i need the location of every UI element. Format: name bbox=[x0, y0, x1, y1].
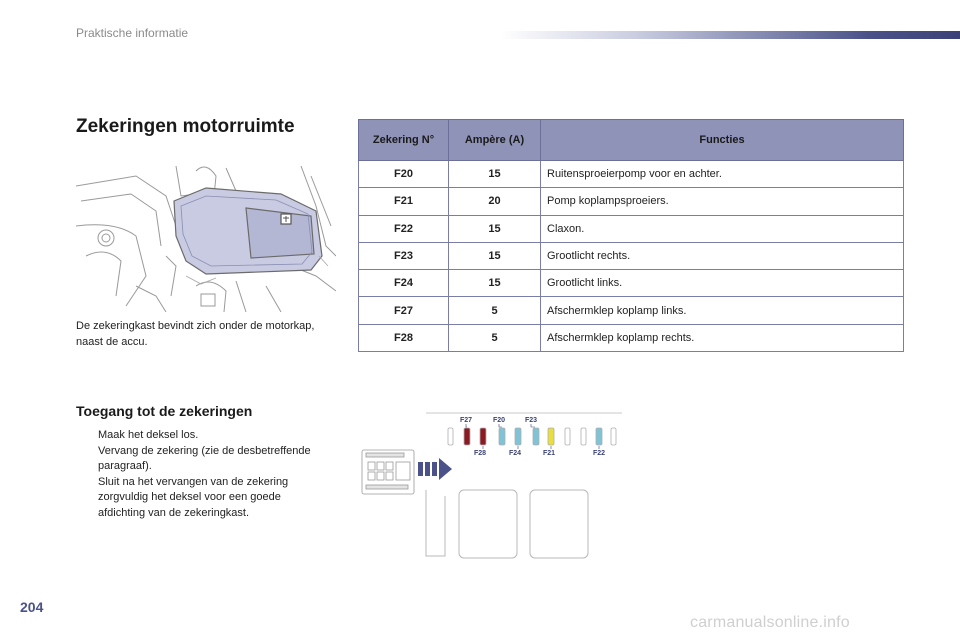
header-fuse-number: Zekering N° bbox=[359, 120, 449, 161]
fuse-label-f20: F20 bbox=[492, 417, 506, 424]
fusebox-location-caption: De zekeringkast bevindt zich onder de motorkap, naast de accu. bbox=[76, 320, 315, 348]
fuse-amp-cell: 15 bbox=[449, 215, 541, 242]
fuse-function-cell: Grootlicht rechts. bbox=[541, 242, 904, 269]
table-row bbox=[359, 297, 904, 324]
fuse-number-cell: F21 bbox=[359, 188, 449, 215]
table-row bbox=[359, 161, 904, 188]
step-item: Vervang de zekering (zie de desbetreffende paragraaf). bbox=[98, 444, 311, 472]
fuse-slot bbox=[448, 428, 453, 445]
fuse-function-cell: Claxon. bbox=[541, 215, 904, 242]
header-gradient-bar bbox=[500, 31, 960, 39]
fuse-number-cell: F22 bbox=[359, 215, 449, 242]
fuse-table bbox=[358, 119, 904, 352]
fuse-label-f23: F23 bbox=[524, 417, 538, 424]
fuse-f24-blue bbox=[515, 428, 521, 445]
fusebox-overview bbox=[362, 450, 414, 494]
access-subtitle: Toegang tot de zekeringen bbox=[76, 403, 253, 419]
fuse-slot bbox=[581, 428, 586, 445]
page-number: 204 bbox=[20, 599, 44, 615]
fuse-function-cell: Pomp koplampsproeiers. bbox=[541, 188, 904, 215]
fuse-amp-cell: 5 bbox=[449, 297, 541, 324]
step-item: Sluit na het vervangen van de zekering zorgvuldig het deksel voor een goede afdichting van de zekeringkast. bbox=[98, 475, 289, 519]
table-row bbox=[359, 242, 904, 269]
fuse-amp-cell: 5 bbox=[449, 324, 541, 351]
fuse-label-f22: F22 bbox=[592, 450, 606, 457]
fuse-function-cell: Grootlicht links. bbox=[541, 270, 904, 297]
fuse-function-cell: Afschermklep koplamp links. bbox=[541, 297, 904, 324]
running-header: Praktische informatie bbox=[76, 26, 189, 40]
fuse-f22-blue bbox=[596, 428, 602, 445]
fuse-function-cell: Afschermklep koplamp rechts. bbox=[541, 324, 904, 351]
fuse-function-cell: Ruitensproeierpomp voor en achter. bbox=[541, 161, 904, 188]
fuse-label-f21: F21 bbox=[542, 450, 556, 457]
fuse-amp-cell: 15 bbox=[449, 242, 541, 269]
watermark: carmanualsonline.info bbox=[690, 614, 850, 631]
fuse-f20-blue bbox=[499, 428, 505, 445]
header-functions: Functies bbox=[541, 120, 904, 161]
fuse-number-cell: F28 bbox=[359, 324, 449, 351]
fuse-label-f24: F24 bbox=[508, 450, 522, 457]
fuse-slot bbox=[611, 428, 616, 445]
fuse-number-cell: F23 bbox=[359, 242, 449, 269]
arrow-right-icon bbox=[418, 458, 452, 480]
fuse-layout-diagram bbox=[360, 408, 630, 564]
fuse-amp-cell: 15 bbox=[449, 270, 541, 297]
fuse-number-cell: F24 bbox=[359, 270, 449, 297]
table-row bbox=[359, 270, 904, 297]
fuse-amp-cell: 15 bbox=[449, 161, 541, 188]
engine-compartment-illustration bbox=[76, 166, 336, 312]
fuse-amp-cell: 20 bbox=[449, 188, 541, 215]
fuse-number-cell: F27 bbox=[359, 297, 449, 324]
section-title: Zekeringen motorruimte bbox=[76, 116, 295, 137]
access-steps-list bbox=[76, 428, 326, 521]
fuse-label-f27: F27 bbox=[459, 417, 473, 424]
table-header-row bbox=[359, 120, 904, 161]
fuse-f23-blue bbox=[533, 428, 539, 445]
fuse-f28-red bbox=[480, 428, 486, 445]
fuse-number-cell: F20 bbox=[359, 161, 449, 188]
fuse-f21-yellow bbox=[548, 428, 554, 445]
fuse-slot bbox=[565, 428, 570, 445]
fuse-f27-red bbox=[464, 428, 470, 445]
table-row bbox=[359, 215, 904, 242]
header-amperage: Ampère (A) bbox=[449, 120, 541, 161]
table-row bbox=[359, 324, 904, 351]
fuse-label-f28: F28 bbox=[473, 450, 487, 457]
table-row bbox=[359, 188, 904, 215]
step-item: Maak het deksel los. bbox=[98, 429, 199, 441]
